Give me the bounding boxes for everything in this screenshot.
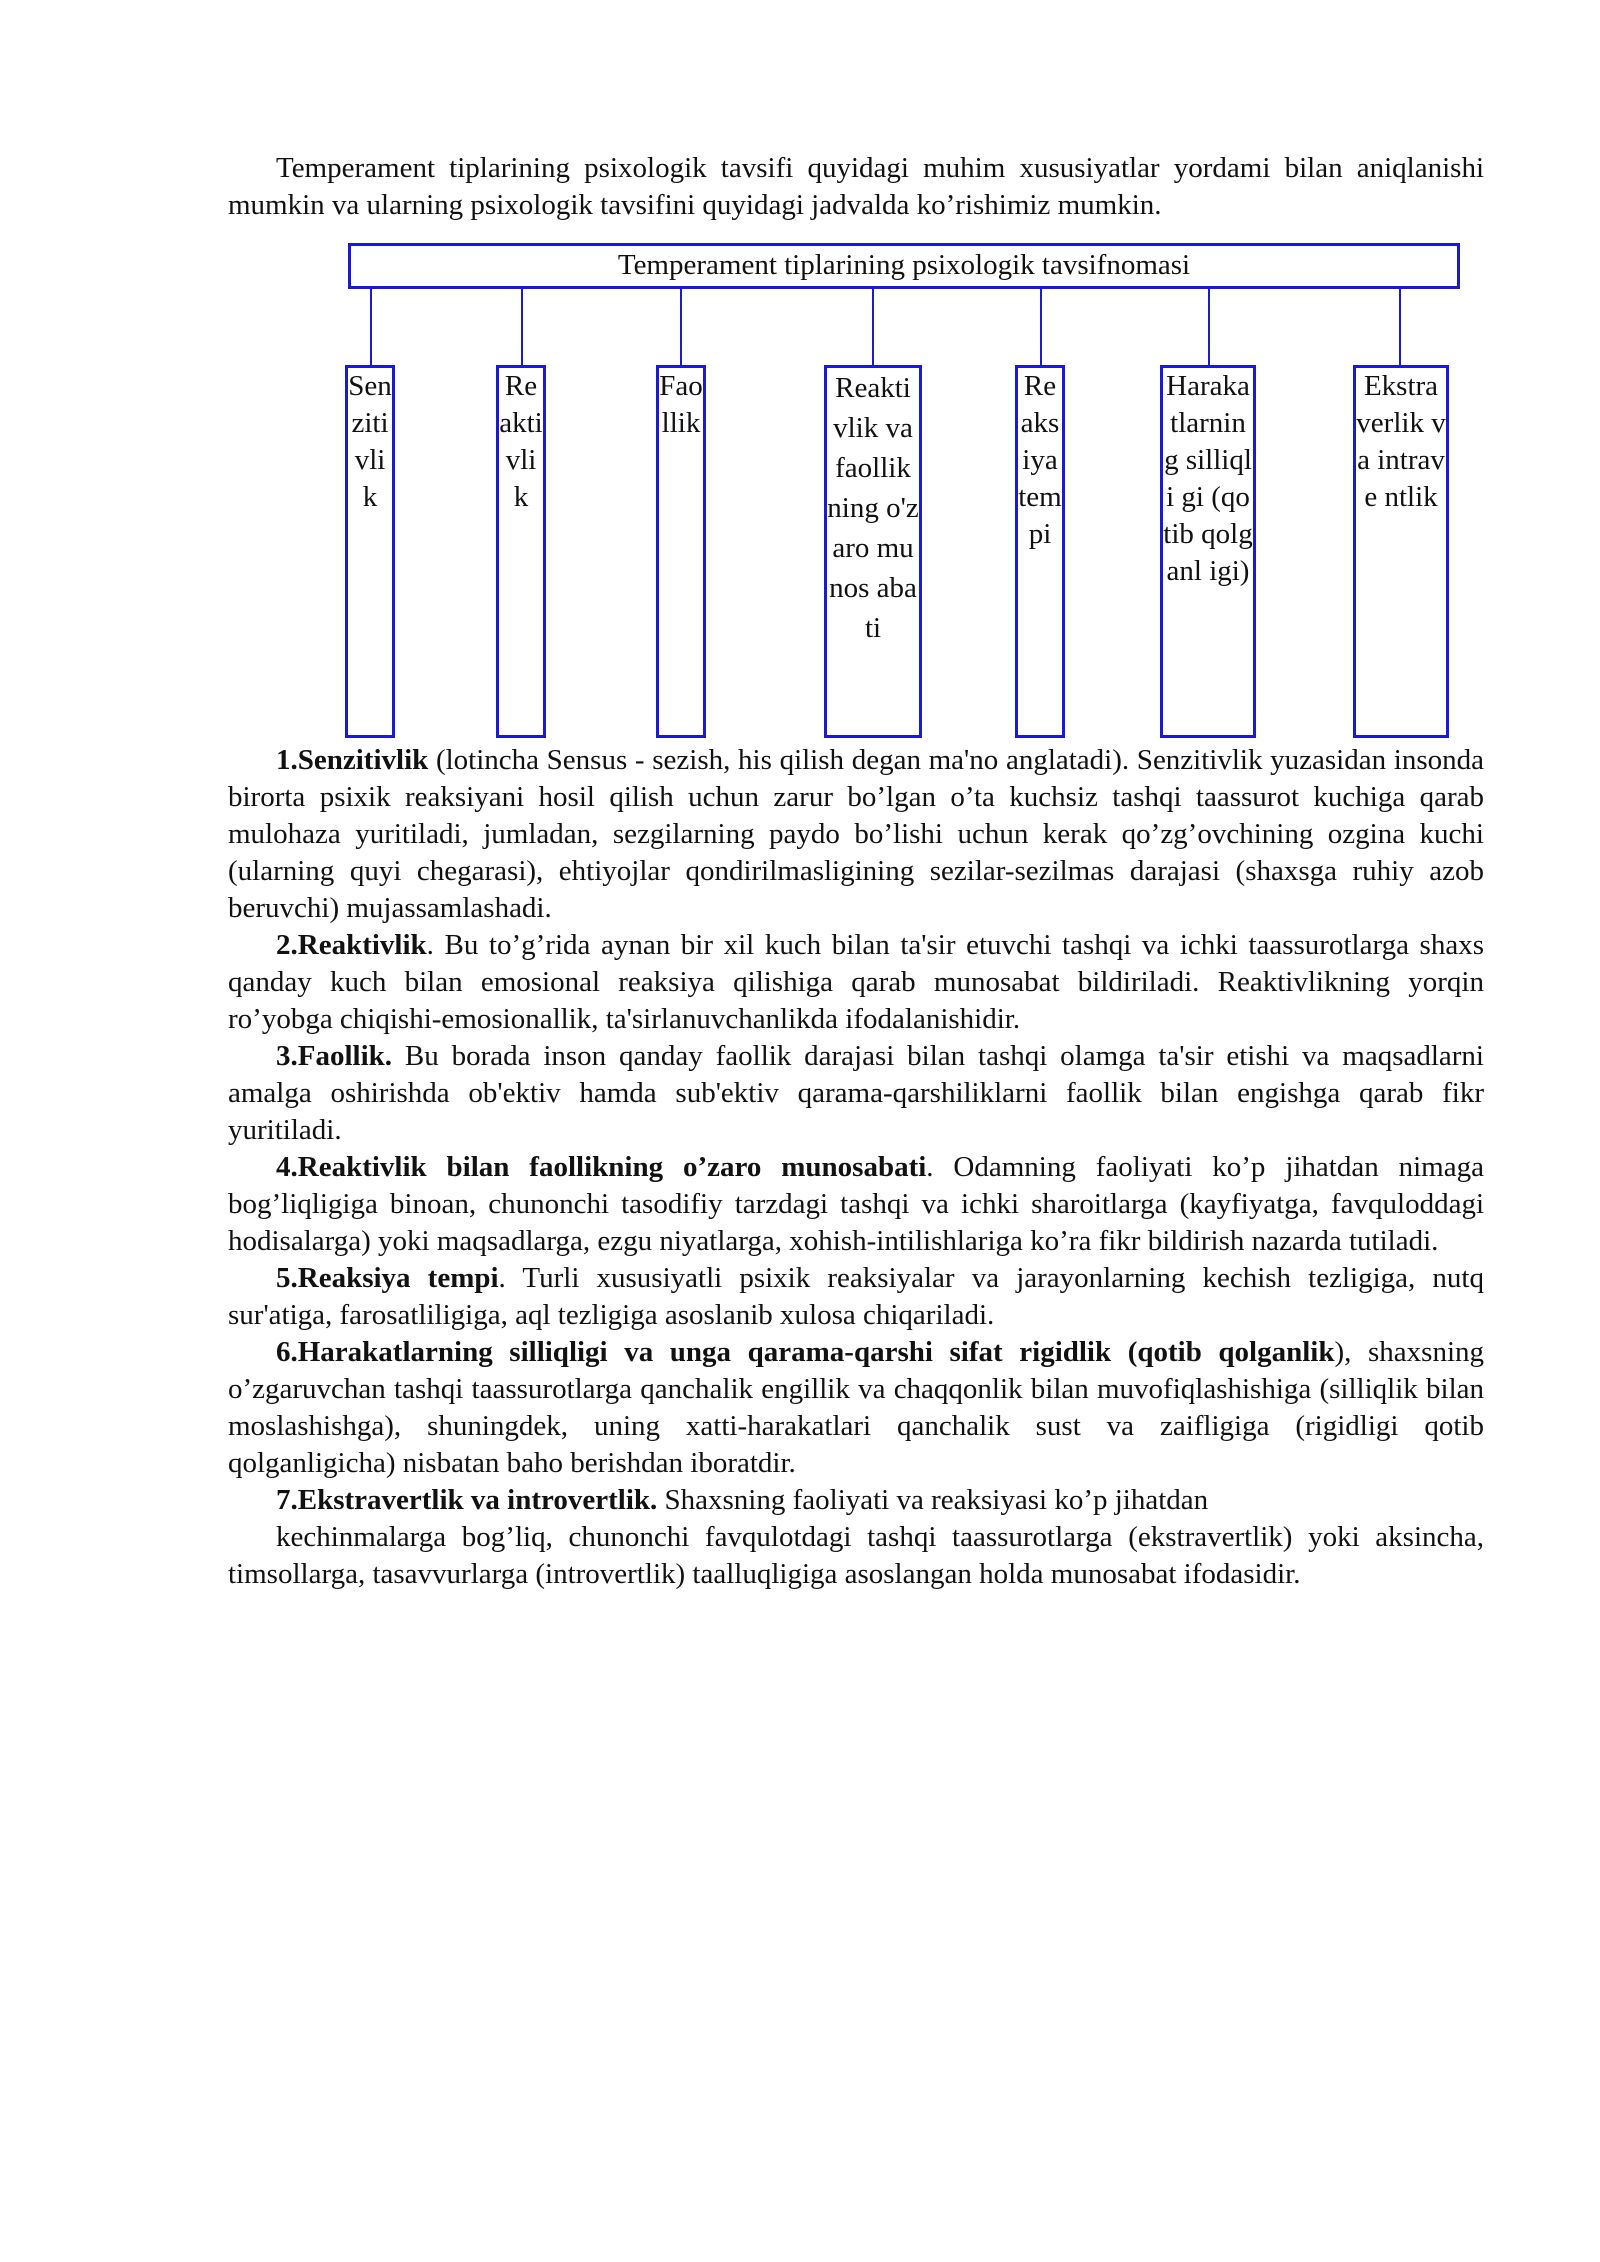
connector-line [680, 289, 682, 365]
section-heading: 4.Reaktivlik bilan faollikning o’zaro munosabati [276, 1151, 927, 1183]
section-paragraph [228, 1149, 1484, 1260]
box-faollik [656, 365, 706, 738]
connector-line [1040, 289, 1042, 365]
section-heading: 6.Harakatlarning silliqligi va unga qarama-qarshi sifat rigidlik (qotib qolganlik [276, 1336, 1335, 1368]
connector-line [1399, 289, 1401, 365]
section-heading: 1.Senzitivlik [276, 744, 429, 776]
section-text: Bu borada inson qanday faollik darajasi bilan tashqi olamga ta'sir etishi va maqsadlarni amalga oshirishda ob'ektiv hamda sub'ektiv qarama-qarshiliklarni faollik bilan engishga qarab fikr yuritiladi. [228, 1040, 1484, 1146]
box-label: Ekstra verlik va intrave ntlik [1356, 370, 1446, 513]
box-label: Haraka tlarnin g silliqli gi (qotib qolganl igi) [1163, 370, 1253, 587]
intro-paragraph: Temperament tiplarining psixologik tavsifi quyidagi muhim xususiyatlar yordami bilan aniqlanishi mumkin va ularning psixologik tavsifini quyidagi jadvalda ko’rishimiz mumkin. [228, 152, 1484, 221]
box-label: Reakti vlik va faollik ning o'zaro munos abati [827, 372, 919, 644]
section-paragraph [228, 1334, 1484, 1482]
box-label: Sen ziti vli k [348, 370, 392, 513]
connector-line [521, 289, 523, 365]
section-paragraph [228, 1038, 1484, 1149]
section-heading: 2.Reaktivlik [276, 929, 427, 961]
connector-line [1208, 289, 1210, 365]
section-text: kechinmalarga bog’liq, chunonchi favqulotdagi tashqi taassurotlarga (ekstravertlik) yoki aksincha, timsollarga, tasavvurlarga (introvertlik) taalluqligiga asoslangan holda munosabat ifodasidir. [228, 1521, 1484, 1590]
diagram-title: Temperament tiplarining psixologik tavsifnomasi [348, 243, 1460, 289]
body-text [228, 742, 1484, 1593]
section-heading: 3.Faollik. [276, 1040, 393, 1072]
box-label: Fao llik [659, 370, 703, 439]
box-reaksiya-tempi [1015, 365, 1065, 738]
section-text: . Turli xususiyatli psixik reaksiyalar va jarayonlarning kechish tezligiga, nutq sur'atiga, farosatliligiga, aql tezligiga asoslanib xulosa chiqariladi. [228, 1262, 1484, 1331]
section-heading: 5.Reaksiya tempi [276, 1262, 499, 1294]
box-reaktivlik-faollik [824, 365, 922, 738]
intro-block [228, 150, 1484, 224]
section-paragraph [228, 1260, 1484, 1334]
box-senzitivlik [345, 365, 395, 738]
box-harakatlar-silliqligi [1160, 365, 1256, 738]
box-ekstravertlik [1353, 365, 1449, 738]
box-label: Re akti vli k [499, 370, 543, 513]
section-heading: 7.Ekstravertlik va introvertlik. [276, 1484, 658, 1516]
section-paragraph [228, 742, 1484, 927]
box-reaktivlik [496, 365, 546, 738]
section-text: . Bu to’g’rida aynan bir xil kuch bilan ta'sir etuvchi tashqi va ichki taassurotlarga shaxs qanday kuch bilan emosional reaksiya qilishiga qarab munosabat bildiriladi. Reaktivlikning yorqin ro’yobga chiqishi-emosionallik, ta'sirlanuvchanlikda ifodalanishidir. [228, 929, 1484, 1035]
temperament-diagram [0, 0, 1600, 760]
section-text: ), shaxsning o’zgaruvchan tashqi taassurotlarga qanchalik engillik va chaqqonlik bilan muvofiqlashishiga (silliqlik bilan moslashishga), shuningdek, uning xatti-harakatlari qanchalik sust va zaifligiga (rigidligi qotib qolganligicha) nisbatan baho berishdan iboratdir. [228, 1336, 1484, 1479]
section-text: . Odamning faoliyati ko’p jihatdan nimaga bog’liqligiga binoan, chunonchi tasodifiy tarzdagi tashqi va ichki sharoitlarga (kayfiyatga, favquloddagi hodisalarga) yoki maqsadlarga, ezgu niyatlarga, xohish-intilishlariga ko’ra fikr bildirish nazarda tutiladi. [228, 1151, 1484, 1257]
connector-line [370, 289, 372, 365]
section-paragraph [228, 1519, 1484, 1593]
section-paragraph [228, 1482, 1484, 1519]
box-label: Re aks iya tem pi [1018, 370, 1062, 550]
section-text: (lotincha Sensus - sezish, his qilish degan ma'no anglatadi). Senzitivlik yuzasidan insonda birorta psixik reaksiyani hosil qilish uchun zarur bo’lgan o’ta kuchsiz tashqi taassurot kuchiga qarab mulohaza yuritiladi, jumladan, sezgilarning paydo bo’lishi uchun kerak qo’zg’ovchining ozgina kuchi (ularning quyi chegarasi), ehtiyojlar qondirilmasligining sezilar-sezilmas darajasi (shaxsga ruhiy azob beruvchi) mujassamlashadi. [228, 744, 1484, 924]
connector-line [872, 289, 874, 365]
section-paragraph [228, 927, 1484, 1038]
section-text: Shaxsning faoliyati va reaksiyasi ko’p jihatdan [657, 1484, 1209, 1516]
